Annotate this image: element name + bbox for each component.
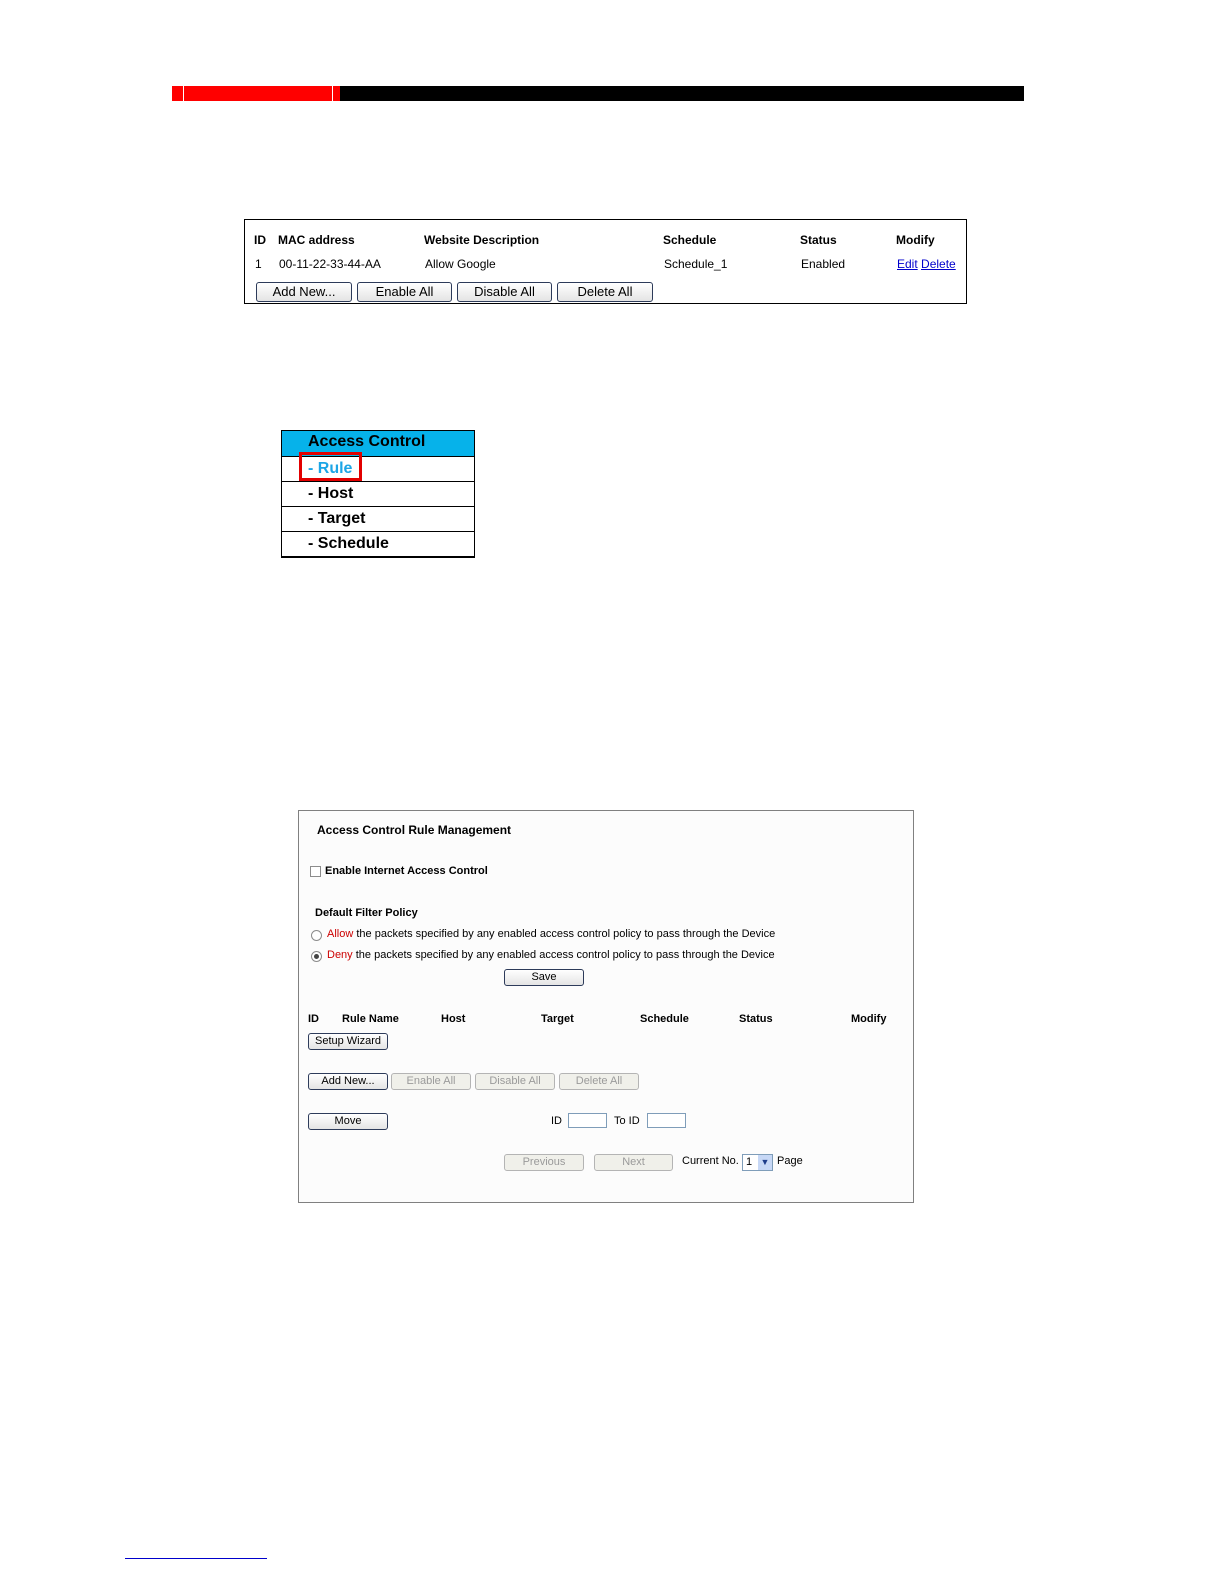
id-input[interactable] — [568, 1113, 607, 1128]
header-bar-red — [172, 86, 340, 101]
access-control-menu — [281, 430, 475, 558]
col-header-modify: Modify — [851, 1013, 887, 1025]
col-header-rule-name: Rule Name — [342, 1013, 399, 1025]
rule-management-panel — [298, 810, 914, 1203]
menu-item-target[interactable]: - Target — [282, 506, 474, 531]
allow-option: Allow the packets specified by any enabled access control policy to pass through the Device — [327, 928, 776, 940]
page-label: Page — [777, 1155, 803, 1167]
delete-all-button[interactable]: Delete All — [559, 1073, 639, 1090]
disable-all-button[interactable]: Disable All — [457, 282, 552, 302]
current-no-label: Current No. — [682, 1155, 739, 1167]
delete-link[interactable]: Delete — [921, 257, 956, 271]
col-header-id: ID — [308, 1013, 319, 1025]
next-button[interactable]: Next — [594, 1154, 673, 1171]
cell-mac: 00-11-22-33-44-AA — [279, 257, 381, 271]
page-title: Access Control Rule Management — [317, 823, 512, 837]
add-new-button[interactable]: Add New... — [256, 282, 352, 302]
cell-description: Allow Google — [425, 257, 496, 271]
to-id-input[interactable] — [647, 1113, 686, 1128]
mac-filter-panel — [244, 219, 967, 304]
allow-radio[interactable] — [311, 930, 322, 941]
deny-option: Deny the packets specified by any enabled access control policy to pass through the Device — [327, 949, 775, 961]
chevron-down-icon: ▼ — [758, 1155, 772, 1170]
col-header-description: Website Description — [424, 233, 540, 247]
col-header-host: Host — [441, 1013, 466, 1025]
cell-id: 1 — [255, 257, 262, 271]
col-header-id: ID — [254, 233, 266, 247]
add-new-button[interactable]: Add New... — [308, 1073, 388, 1090]
enable-access-control-label: Enable Internet Access Control — [325, 865, 488, 877]
delete-all-button[interactable]: Delete All — [557, 282, 653, 302]
col-header-schedule: Schedule — [663, 233, 717, 247]
menu-title[interactable]: Access Control — [282, 431, 474, 456]
save-button[interactable]: Save — [504, 969, 584, 986]
id-label: ID — [551, 1115, 562, 1127]
cell-schedule: Schedule_1 — [664, 257, 728, 271]
col-header-mac: MAC address — [278, 233, 355, 247]
col-header-modify: Modify — [896, 233, 935, 247]
enable-all-button[interactable]: Enable All — [357, 282, 452, 302]
move-button[interactable]: Move — [308, 1113, 388, 1130]
edit-link[interactable]: Edit — [897, 257, 918, 271]
setup-wizard-button[interactable]: Setup Wizard — [308, 1033, 388, 1050]
header-bar-black — [340, 86, 1024, 101]
disable-all-button[interactable]: Disable All — [475, 1073, 555, 1090]
col-header-status: Status — [739, 1013, 773, 1025]
col-header-schedule: Schedule — [640, 1013, 689, 1025]
enable-access-control-checkbox[interactable] — [310, 866, 321, 877]
menu-item-host[interactable]: - Host — [282, 481, 474, 506]
menu-item-rule[interactable]: - Rule — [282, 456, 474, 481]
col-header-target: Target — [541, 1013, 574, 1025]
col-header-status: Status — [800, 233, 837, 247]
deny-radio[interactable] — [311, 951, 322, 962]
enable-all-button[interactable]: Enable All — [391, 1073, 471, 1090]
menu-item-schedule[interactable]: - Schedule — [282, 531, 474, 556]
policy-title: Default Filter Policy — [315, 907, 418, 919]
previous-button[interactable]: Previous — [504, 1154, 584, 1171]
footer-link-underline — [125, 1558, 267, 1559]
cell-status: Enabled — [801, 257, 846, 271]
to-id-label: To ID — [614, 1115, 640, 1127]
page-select[interactable]: 1 ▼ — [742, 1154, 773, 1171]
rule-highlight-box — [299, 452, 362, 481]
